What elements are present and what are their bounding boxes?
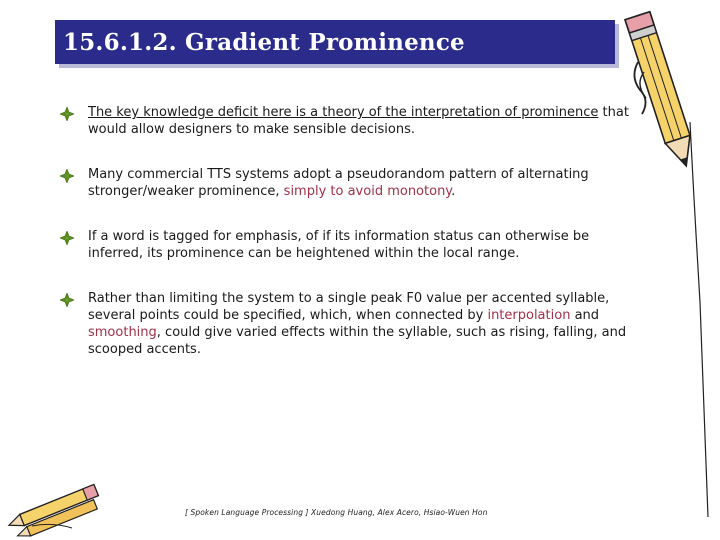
- bullet-1-segment-1: The key knowledge deficit here is a theory of the interpretation of prominence: [88, 105, 599, 120]
- bullet-text-1: [88, 104, 640, 138]
- diamond-bullet-icon: [60, 168, 88, 187]
- bullet-2-segment-1: Many commercial TTS systems adopt a pseudorandom pattern of alternating stronger/weaker prominence,: [88, 167, 589, 199]
- bullet-4-highlight-interpolation: interpolation: [487, 308, 571, 323]
- bullet-3-segment-1: If a word is tagged for emphasis, of if its information status can otherwise be inferred, its prominence can be heightened within the local range.: [88, 229, 590, 261]
- diamond-bullet-icon: [60, 292, 88, 311]
- bullet-4-segment-5: , could give varied effects within the syllable, such as rising, falling, and scooped accents.: [88, 325, 627, 357]
- slide-title: 15.6.1.2. Gradient Prominence: [63, 28, 465, 56]
- bullet-4-segment-3: and: [570, 308, 600, 323]
- bullet-text-3: [88, 228, 640, 262]
- bullet-item-2: [60, 166, 640, 200]
- pencil-icon: [620, 2, 720, 522]
- diamond-bullet-icon: [60, 106, 88, 125]
- bullet-text-2: [88, 166, 640, 200]
- bullet-4-highlight-smoothing: smoothing: [88, 325, 157, 340]
- bullet-text-4: [88, 290, 640, 358]
- bullet-1-segment-2: that would allow designers to make sensible decisions.: [88, 105, 629, 137]
- bullet-2-highlight: simply to avoid monotony: [283, 184, 452, 199]
- title-bar: [55, 20, 615, 64]
- bullet-item-4: [60, 290, 640, 358]
- bullet-item-1: [60, 104, 640, 138]
- bullet-2-segment-3: .: [451, 184, 456, 199]
- footer-citation: [ Spoken Language Processing ] Xuedong Huang, Alex Acero, Hsiao-Wuen Hon: [185, 508, 488, 517]
- bullet-item-3: [60, 228, 640, 262]
- diamond-bullet-icon: [60, 230, 88, 249]
- pencils-icon: [2, 478, 112, 540]
- bullet-4-segment-1: Rather than limiting the system to a single peak F0 value per accented syllable, several points could be specified, which, when connected by: [88, 291, 610, 323]
